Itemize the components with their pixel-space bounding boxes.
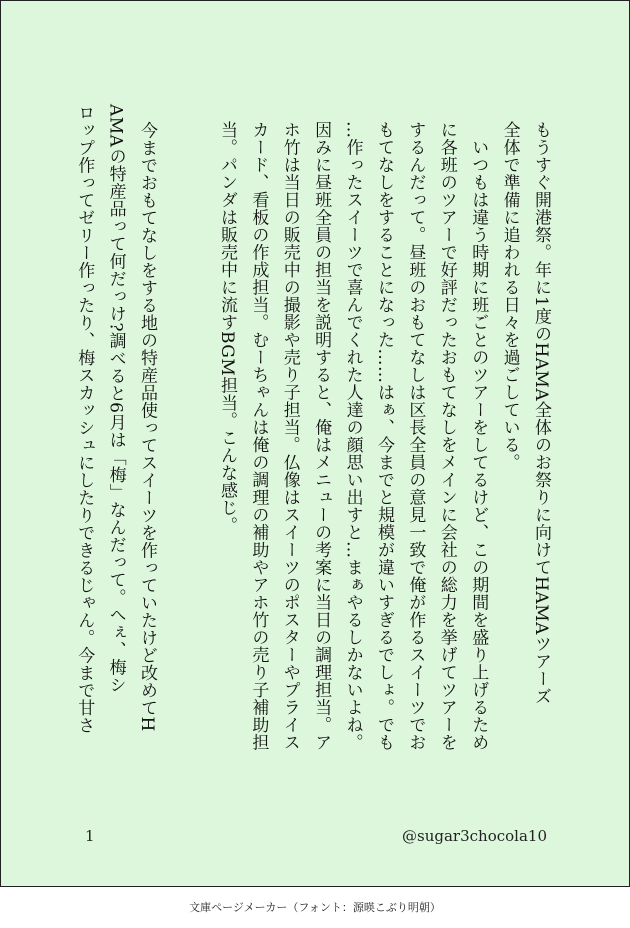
- text-line: 今までおもてなしをする地の特産品使ってスイーツを作っていたけど改めてH: [137, 104, 157, 732]
- text-line: 当。パンダは販売中に流すBGM担当。こんな感じ。: [216, 121, 237, 534]
- text-line: いつもは違う時期に班ごとのツアーをしてるけど、この期間を盛り上げるため: [468, 121, 489, 751]
- text-line: するんだって。昼班のおもてなしは区長全員の意見一致で俺が作るスイーツでお: [405, 121, 426, 751]
- text-line: AMAの特産品って何だっけ?調べると6月は「梅」なんだって。へぇ、梅シ: [105, 104, 126, 694]
- text-line: ロップ作ってゼリー作ったり、梅スカッシュにしたりできるじゃん。今まで甘さ: [74, 104, 95, 734]
- page-number: 1: [85, 827, 95, 845]
- text-line: カード、看板の作成担当。むーちゃんは俺の調理の補助やアホ竹の売り子補助担: [248, 121, 269, 751]
- paragraph-2: [68, 104, 162, 821]
- text-line: もてなしをすることになった……はぁ、今までと規模が違いすぎるでしょ。でも: [373, 121, 394, 751]
- text-line: ホ竹は当日の販売中の撮影や売り子担当。仏像はスイーツのポスターやプライス: [279, 121, 300, 751]
- text-line: …作ったスイーツで喜んでくれた人達の顔思い出すと…まぁやるしかないよね。: [342, 121, 363, 751]
- text-line: 全体で準備に追われる日々を過ごしている。: [499, 121, 520, 471]
- text-line: に各班のツアーで好評だったおもてなしをメインに会社の総力を挙げてツアーを: [436, 121, 457, 751]
- text-line: 因みに昼班全員の担当を説明すると、俺はメニューの考案に当日の調理担当。ア: [311, 121, 332, 751]
- footer-caption: 文庫ページメーカー（フォント：源暎こぶり明朝）: [189, 901, 441, 914]
- text-line: もうすぐ開港祭。年に1度のHAMA全体のお祭りに向けてHAMAツアーズ: [531, 121, 551, 705]
- author-handle: @sugar3chocola10: [402, 827, 547, 845]
- paragraph-1: [211, 121, 556, 821]
